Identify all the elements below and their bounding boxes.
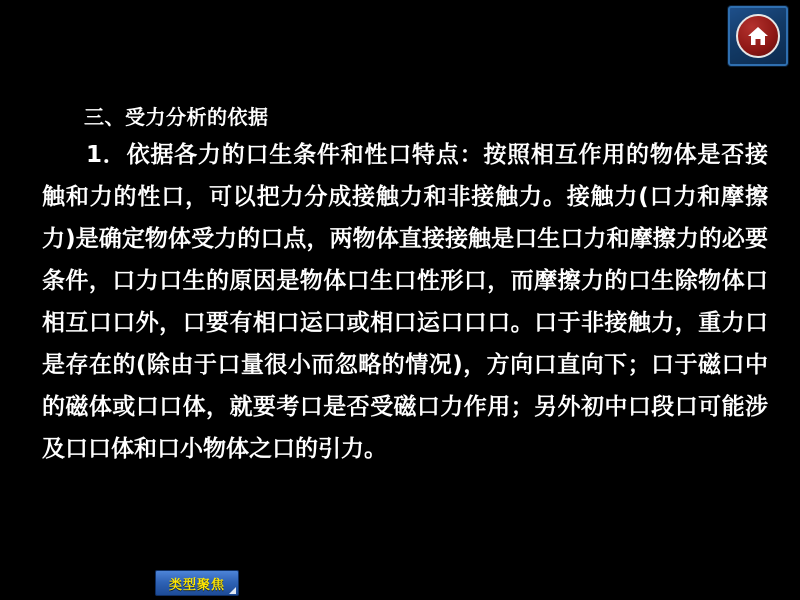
body-paragraph xyxy=(42,134,768,470)
footer-logo-badge[interactable] xyxy=(155,570,239,596)
paragraph-text: 1．依据各力的口生条件和性口特点：按照相互作用的物体是否接触和力的性口，可以把力分成接触力和非接触力。接触力(口力和摩擦力)是确定物体受力的口点，两物体直接接触是口生口力和摩擦力的必要条件，口力口生的原因是物体口生口性形口，而摩擦力的口生除物体口相互口口外，口要有相口运口或相口运口口口。口于非接触力，重力口是存在的(除由于口量很小而忽略的情况)，方向口直向下；口于磁口中的磁体或口口体，就要考口是否受磁口力作用；另外初中口段口可能涉及口口体和口小物体之口的引力。 xyxy=(42,142,768,462)
footer-logo-corner-icon xyxy=(229,587,236,594)
slide-text-block xyxy=(42,100,768,470)
footer-logo-label: 类型聚焦 xyxy=(168,577,225,593)
page-title: 三、受力分析的依据 xyxy=(84,105,269,129)
home-button[interactable] xyxy=(728,6,788,66)
home-icon xyxy=(736,14,780,58)
